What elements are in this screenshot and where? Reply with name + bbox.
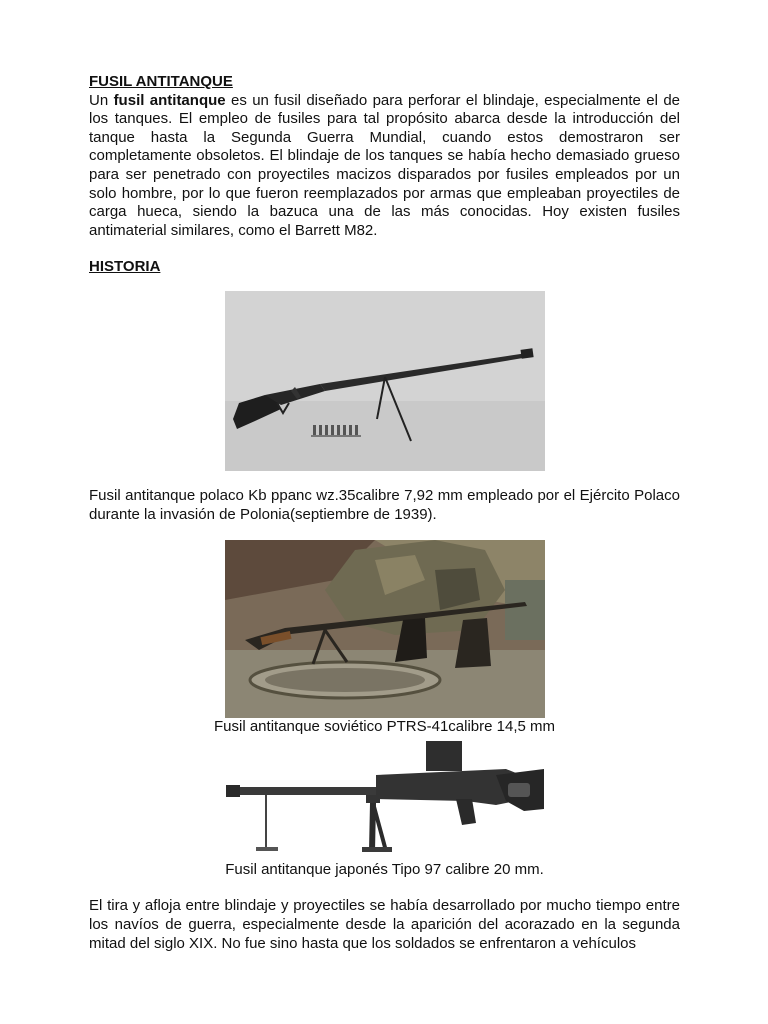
figure-caption-japanese: Fusil antitanque japonés Tipo 97 calibre 20 mm. bbox=[225, 860, 544, 878]
closing-paragraph: El tira y afloja entre blindaje y proyectiles se había desarrollado por mucho tiempo entre los navíos de guerra, especialmente desde la aparición del acorazado en la segunda mitad del siglo XIX. No fue sino hasta que los soldados se enfrentaron a vehículos bbox=[89, 897, 680, 952]
polish-rifle-drawing bbox=[225, 291, 545, 471]
intro-bold-term: fusil antitanque bbox=[113, 91, 226, 109]
figure-caption-soviet: Fusil antitanque soviético PTRS-41calibre 14,5 mm bbox=[214, 718, 555, 736]
polish-rifle-photo bbox=[225, 291, 545, 471]
section-title-historia: HISTORIA bbox=[89, 258, 161, 276]
document-page bbox=[89, 73, 680, 953]
intro-rest: es un fusil diseñado para perforar el blindaje, especialmente el de los tanques. El empleo de fusiles para tal propósito abarca desde la introducción del tanque hasta la Segunda Guerra Mundial, cuando estos demostraron ser completamente obsoletos. El blindaje de los tanques se había hecho demasiado grueso para ser penetrado con proyectiles macizos disparados por fusiles empleados por un solo hombre, por lo que fueron reemplazados por armas que empleaban proyectiles de carga hueca, siendo la bazuca una de las más conocidas. Hoy existen fusiles antimaterial similares, como el Barrett M82. bbox=[89, 91, 681, 239]
japanese-rifle-drawing bbox=[226, 739, 544, 861]
soviet-rifle-drawing bbox=[225, 540, 545, 718]
page-title: FUSIL ANTITANQUE bbox=[89, 73, 233, 90]
figure-caption-polish: Fusil antitanque polaco Kb ppanc wz.35calibre 7,92 mm empleado por el Ejército Polaco durante la invasión de Polonia(septiembre de 1939). bbox=[89, 486, 680, 523]
soviet-rifle-photo bbox=[225, 540, 545, 718]
intro-lead: Un bbox=[89, 91, 114, 109]
intro-paragraph bbox=[89, 92, 680, 241]
japanese-rifle-photo bbox=[226, 739, 544, 861]
